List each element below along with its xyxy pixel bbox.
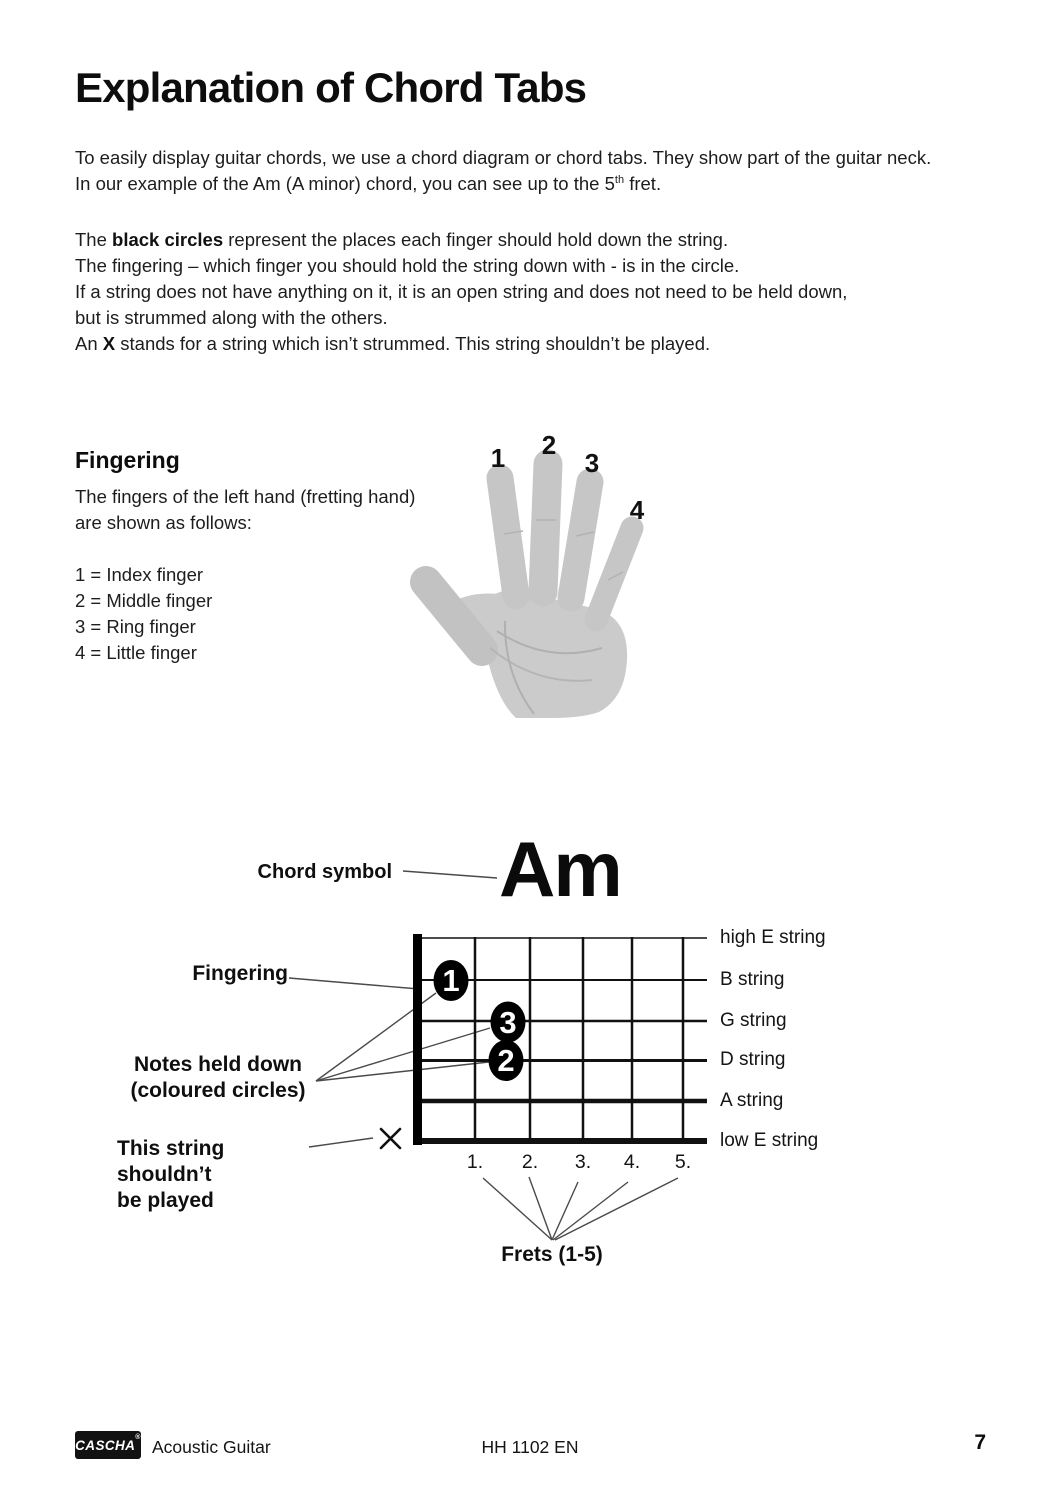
frets-range-label: Frets (1-5) [501,1243,603,1266]
string-label-d: D string [720,1049,786,1070]
explanation-line-2: The fingering – which finger you should hold the string down with - is in the circle. [75,255,740,276]
finger-number-4: 4 [629,495,645,525]
intro-line-2-text: In our example of the Am (A minor) chord, you can see up to the 5 [75,173,615,194]
fret-number-2: 2. [521,1151,539,1173]
chord-name: Am [499,825,621,913]
muted-string-x-icon [381,1129,400,1148]
nut-bar [413,934,422,1145]
string-label-low-e: low E string [720,1130,819,1151]
fingering-desc-line-1: The fingers of the left hand (fretting hand) [75,486,416,507]
cascha-logo [75,1431,141,1459]
fret-number-5: 5. [674,1151,692,1173]
l5-pre: An [75,333,103,354]
finger-legend-list [75,562,212,666]
fret-pointer-lines [483,1177,678,1240]
fingering-desc-line-2: are shown as follows: [75,512,252,533]
string-label-b: B string [720,969,785,990]
notes-label-line-1: Notes held down [134,1053,302,1076]
intro-line-2 [75,171,955,197]
chord-symbol-pointer-line [403,871,497,878]
page-title: Explanation of Chord Tabs [75,64,587,111]
hand-shape [426,464,632,718]
explanation-paragraph [75,227,955,357]
fret-number-4: 4. [623,1151,641,1173]
fingering-callout-label: Fingering [192,962,288,985]
index-finger [500,478,516,596]
l1-pre: The [75,229,113,250]
l1-post: represent the places each finger should hold down the string. [223,229,729,250]
ordinal-superscript: th [614,173,625,186]
fingering-section-heading: Fingering [75,447,180,473]
finger-number-1: 1 [490,443,506,473]
muted-pointer-line [309,1138,373,1147]
footer-series-title: Acoustic Guitar [152,1437,271,1457]
finger-number-3: 3 [584,448,600,478]
notes-held-down-label [122,1052,314,1104]
muted-string-label [117,1136,317,1214]
fingering-description [75,484,415,536]
explanation-line-1 [75,227,955,253]
notes-pointer-line [316,1062,489,1081]
chord-symbol-label: Chord symbol [257,861,392,883]
ring-finger [571,482,590,598]
thumb [426,582,482,650]
fret-number-1: 1. [466,1151,484,1173]
notes-pointer-line [316,1028,490,1081]
string-label-high-e: high E string [720,927,826,948]
intro-line-2-tail: fret. [624,173,662,194]
finger-number-2: 2 [541,430,557,460]
intro-paragraph [75,145,955,197]
notes-label-line-2: (coloured circles) [130,1079,306,1102]
black-circles-bold: black circles [112,229,224,250]
explanation-line-5 [75,331,955,357]
finger-dot-3-number: 3 [499,1005,517,1040]
registered-mark: ® [135,1434,141,1441]
middle-finger [543,464,548,592]
finger-legend-item: 4 = Little finger [75,642,197,663]
left-hand-photo [392,418,672,718]
finger-dot-1-number: 1 [442,963,460,998]
muted-label-line-1: This string shouldn’t [117,1137,225,1186]
explanation-line-4: but is strummed along with the others. [75,307,388,328]
pointer-lines [289,871,497,1147]
fingering-pointer-line [289,978,419,989]
finger-legend-item: 2 = Middle finger [75,590,213,611]
cascha-logo-text: CASCHA [75,1437,136,1453]
footer-page-number: 7 [974,1431,986,1454]
x-bold: X [102,333,116,354]
finger-dot-2-number: 2 [497,1043,515,1078]
fret-number-3: 3. [574,1151,592,1173]
string-label-a: A string [720,1090,784,1111]
finger-legend-item: 3 = Ring finger [75,616,196,637]
little-finger [596,528,632,620]
intro-line-1: To easily display guitar chords, we use a chord diagram or chord tabs. They show part of the guitar neck. [75,147,932,168]
explanation-line-3: If a string does not have anything on it, it is an open string and does not need to be held down, [75,281,848,302]
footer-product-code: HH 1102 EN [481,1437,579,1457]
finger-legend-item: 1 = Index finger [75,564,204,585]
l5-post: stands for a string which isn’t strummed. This string shouldn’t be played. [115,333,711,354]
muted-label-line-2: be played [117,1189,214,1212]
string-label-g: G string [720,1010,787,1031]
